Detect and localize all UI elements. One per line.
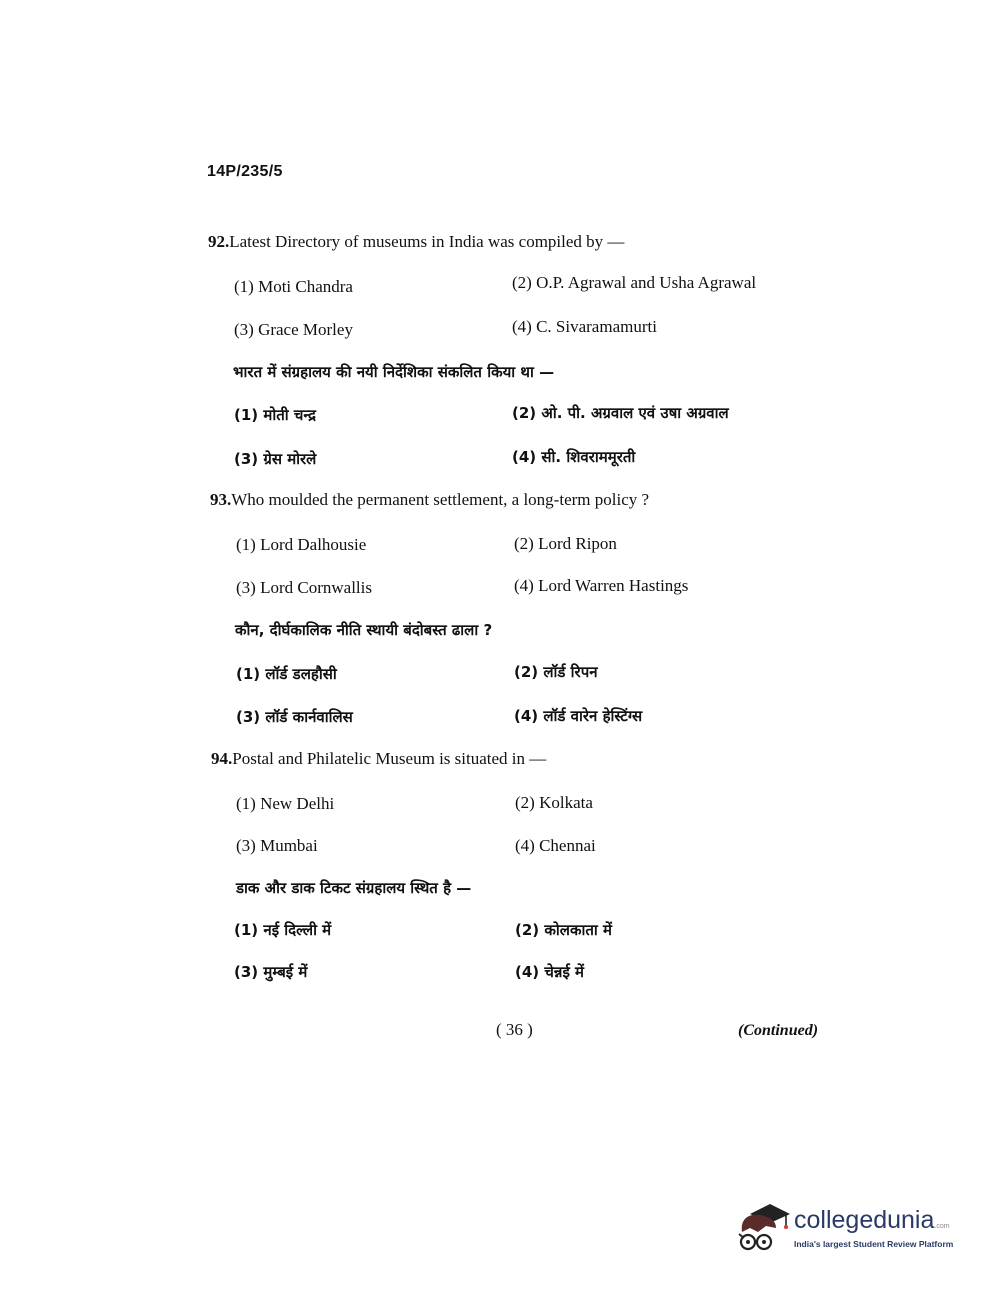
page-number: ( 36 )	[496, 1020, 533, 1039]
option: (4) Lord Warren Hastings	[514, 576, 689, 595]
option: (3) Grace Morley	[234, 320, 353, 339]
collegedunia-logo	[736, 1198, 966, 1260]
option: (4) C. Sivaramamurti	[512, 317, 657, 336]
hindi-option: (1) लॉर्ड डलहौसी	[236, 665, 337, 683]
hindi-option: (2) ओ. पी. अग्रवाल एवं उषा अग्रवाल	[512, 404, 729, 422]
question-text: Latest Directory of museums in India was compiled by —	[229, 232, 625, 251]
hindi-option: (3) मुम्बई में	[234, 963, 308, 981]
continued-label: (Continued)	[738, 1022, 819, 1039]
option: (2) O.P. Agrawal and Usha Agrawal	[512, 273, 757, 292]
option: (1) New Delhi	[236, 794, 335, 813]
hindi-question-text: कौन, दीर्घकालिक नीति स्थायी बंदोबस्त ढाला ?	[235, 621, 493, 639]
question-92	[208, 232, 624, 252]
hindi-option: (4) चेन्नई में	[515, 963, 585, 981]
hindi-option: (2) लॉर्ड रिपन	[514, 663, 598, 681]
question-number: 92.	[208, 232, 230, 251]
paper-code: 14P/235/5	[207, 163, 283, 180]
question-94	[211, 749, 546, 769]
question-number: 94.	[211, 749, 233, 768]
option: (4) Chennai	[515, 836, 596, 855]
hindi-option: (3) ग्रेस मोरले	[234, 450, 317, 468]
hindi-option: (3) लॉर्ड कार्नवालिस	[236, 708, 353, 726]
option: (1) Lord Dalhousie	[236, 535, 367, 554]
hindi-option: (1) नई दिल्ली में	[234, 921, 332, 939]
question-number: 93.	[210, 490, 232, 509]
option: (2) Lord Ripon	[514, 534, 617, 553]
question-text: Who moulded the permanent settlement, a long-term policy ?	[231, 490, 650, 509]
hindi-question-text: डाक और डाक टिकट संग्रहालय स्थित है —	[236, 879, 472, 897]
hindi-question-text: भारत में संग्रहालय की नयी निर्देशिका संकलित किया था —	[233, 363, 555, 381]
logo-wordmark: collegedunia	[794, 1206, 935, 1234]
option: (3) Lord Cornwallis	[236, 578, 372, 597]
logo-tagline: India's largest Student Review Platform	[794, 1239, 954, 1249]
student-face-icon	[736, 1198, 792, 1256]
logo-suffix: .com	[934, 1223, 950, 1230]
hindi-option: (1) मोती चन्द्र	[234, 406, 317, 424]
hindi-option: (4) सी. शिवराममूरती	[512, 448, 636, 466]
question-text: Postal and Philatelic Museum is situated in —	[232, 749, 547, 768]
option: (1) Moti Chandra	[234, 277, 353, 296]
hindi-option: (2) कोलकाता में	[515, 921, 612, 939]
option: (2) Kolkata	[515, 793, 593, 812]
question-93	[210, 490, 649, 510]
option: (3) Mumbai	[236, 836, 318, 855]
hindi-option: (4) लॉर्ड वारेन हेस्टिंग्स	[514, 707, 643, 725]
